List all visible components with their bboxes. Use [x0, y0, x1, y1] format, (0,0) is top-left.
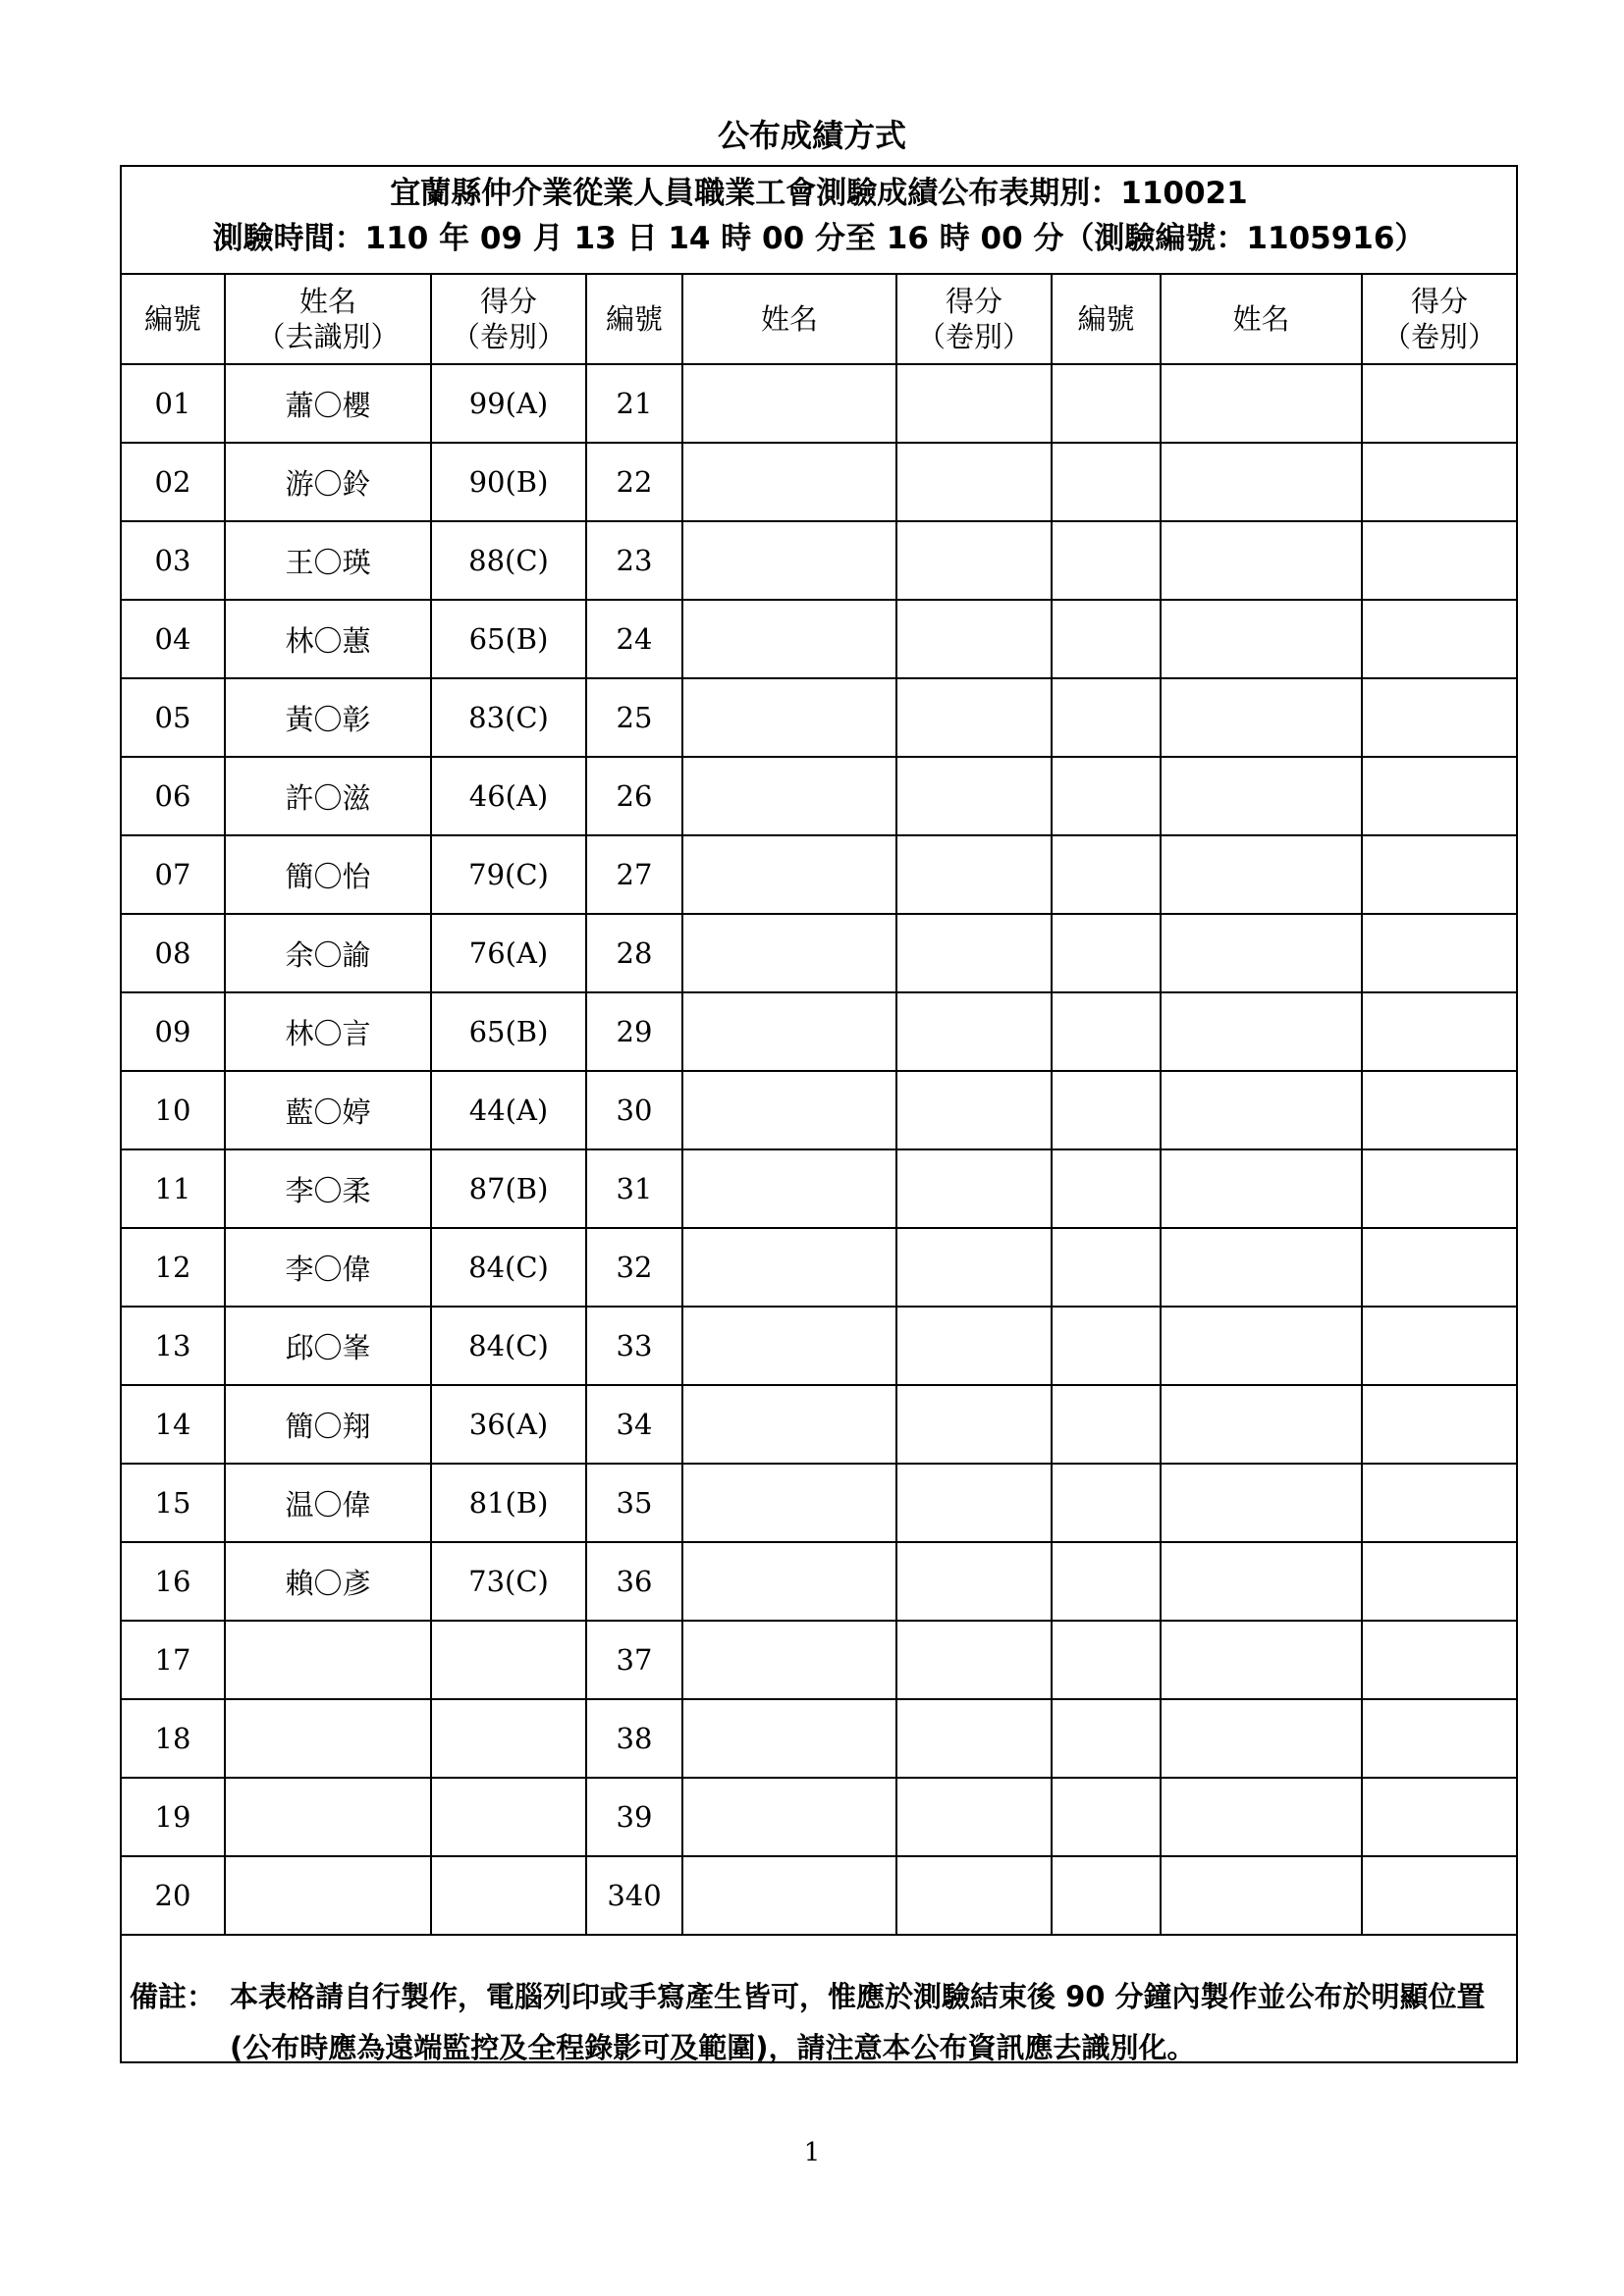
- col-number-2: 編號: [586, 274, 682, 364]
- cell-name-2: [682, 1307, 896, 1385]
- cell-score-3: [1362, 364, 1516, 443]
- cell-score: 73(C): [431, 1542, 586, 1621]
- cell-number: 15: [122, 1464, 225, 1542]
- cell-number-3: [1052, 1307, 1161, 1385]
- cell-score-3: [1362, 1071, 1516, 1149]
- table-row: [122, 1228, 1516, 1307]
- score-table-frame: [120, 165, 1518, 2063]
- table-row: [122, 1778, 1516, 1856]
- cell-number-2: 36: [586, 1542, 682, 1621]
- cell-number-3: [1052, 1385, 1161, 1464]
- cell-score: [431, 1621, 586, 1699]
- cell-number: 03: [122, 521, 225, 600]
- cell-number: 09: [122, 992, 225, 1071]
- cell-score-3: [1362, 1778, 1516, 1856]
- table-row: [122, 1307, 1516, 1385]
- table-row: [122, 1149, 1516, 1228]
- table-row: [122, 757, 1516, 835]
- cell-name: [225, 1699, 431, 1778]
- cell-name-3: [1161, 364, 1362, 443]
- cell-name-2: [682, 1856, 896, 1935]
- cell-name: 賴〇彥: [225, 1542, 431, 1621]
- cell-number-3: [1052, 600, 1161, 678]
- cell-name-3: [1161, 600, 1362, 678]
- col-score-3: [1362, 274, 1516, 364]
- cell-score-3: [1362, 1542, 1516, 1621]
- col-score-2: [896, 274, 1052, 364]
- cell-score-2: [896, 1385, 1052, 1464]
- cell-score-3: [1362, 1149, 1516, 1228]
- score-grid: [122, 273, 1516, 1936]
- cell-name-3: [1161, 1542, 1362, 1621]
- cell-name-2: [682, 992, 896, 1071]
- cell-number: 20: [122, 1856, 225, 1935]
- cell-name: 温〇偉: [225, 1464, 431, 1542]
- col-score-line2: （卷別）: [451, 320, 566, 353]
- table-row: [122, 1699, 1516, 1778]
- cell-name-2: [682, 1621, 896, 1699]
- cell-name-3: [1161, 1699, 1362, 1778]
- cell-number: 01: [122, 364, 225, 443]
- cell-score: 65(B): [431, 600, 586, 678]
- cell-name-2: [682, 1149, 896, 1228]
- cell-name-2: [682, 364, 896, 443]
- cell-score-2: [896, 914, 1052, 992]
- col-name-2: 姓名: [682, 274, 896, 364]
- cell-number-2: 28: [586, 914, 682, 992]
- cell-score-3: [1362, 1856, 1516, 1935]
- cell-name-2: [682, 1228, 896, 1307]
- remarks-text: 本表格請自行製作，電腦列印或手寫產生皆可，惟應於測驗結束後 90 分鐘內製作並公布於明顯位置(公布時應為遠端監控及全程錄影可及範圍)，請注意本公布資訊應去識別化。: [230, 1980, 1486, 2064]
- cell-score-2: [896, 521, 1052, 600]
- table-row: [122, 914, 1516, 992]
- table-header: [122, 167, 1516, 275]
- cell-number-3: [1052, 1621, 1161, 1699]
- cell-score-2: [896, 1856, 1052, 1935]
- cell-name: [225, 1778, 431, 1856]
- cell-name-3: [1161, 1228, 1362, 1307]
- col-score-2-line1: 得分: [945, 285, 1002, 318]
- cell-number: 19: [122, 1778, 225, 1856]
- cell-name-3: [1161, 678, 1362, 757]
- cell-number: 07: [122, 835, 225, 914]
- col-name-line1: 姓名: [298, 285, 356, 318]
- cell-number-2: 26: [586, 757, 682, 835]
- cell-number: 08: [122, 914, 225, 992]
- cell-number-3: [1052, 1856, 1161, 1935]
- cell-number: 14: [122, 1385, 225, 1464]
- cell-number-3: [1052, 443, 1161, 521]
- col-name-line2: （去識別）: [256, 320, 400, 353]
- remarks: [122, 1961, 1516, 2073]
- cell-name-3: [1161, 757, 1362, 835]
- cell-number-3: [1052, 521, 1161, 600]
- col-score-3-line1: 得分: [1410, 285, 1468, 318]
- cell-score: 76(A): [431, 914, 586, 992]
- cell-score: 36(A): [431, 1385, 586, 1464]
- cell-number-2: 37: [586, 1621, 682, 1699]
- cell-score: 90(B): [431, 443, 586, 521]
- cell-name-2: [682, 1699, 896, 1778]
- cell-number: 02: [122, 443, 225, 521]
- cell-score: 84(C): [431, 1307, 586, 1385]
- cell-name-2: [682, 521, 896, 600]
- cell-number-3: [1052, 992, 1161, 1071]
- col-score-line1: 得分: [479, 285, 537, 318]
- table-row: [122, 1856, 1516, 1935]
- cell-name-2: [682, 757, 896, 835]
- cell-score-2: [896, 1307, 1052, 1385]
- cell-name-2: [682, 1778, 896, 1856]
- cell-score: [431, 1778, 586, 1856]
- table-row: [122, 1385, 1516, 1464]
- cell-number-3: [1052, 1778, 1161, 1856]
- cell-number: 04: [122, 600, 225, 678]
- cell-name: 藍〇婷: [225, 1071, 431, 1149]
- cell-score: 88(C): [431, 521, 586, 600]
- col-score: [431, 274, 586, 364]
- cell-name-2: [682, 678, 896, 757]
- cell-score: 65(B): [431, 992, 586, 1071]
- col-name: [225, 274, 431, 364]
- cell-score-2: [896, 1542, 1052, 1621]
- cell-name-3: [1161, 1071, 1362, 1149]
- cell-name-2: [682, 600, 896, 678]
- cell-name: 林〇言: [225, 992, 431, 1071]
- cell-score: 81(B): [431, 1464, 586, 1542]
- cell-number-3: [1052, 364, 1161, 443]
- cell-number: 16: [122, 1542, 225, 1621]
- cell-score-2: [896, 600, 1052, 678]
- cell-score: 87(B): [431, 1149, 586, 1228]
- cell-score-2: [896, 364, 1052, 443]
- cell-number-2: 31: [586, 1149, 682, 1228]
- cell-score: 79(C): [431, 835, 586, 914]
- table-row: [122, 992, 1516, 1071]
- cell-number: 11: [122, 1149, 225, 1228]
- table-row: [122, 678, 1516, 757]
- col-number-3: 編號: [1052, 274, 1161, 364]
- cell-name-3: [1161, 443, 1362, 521]
- cell-score-3: [1362, 1307, 1516, 1385]
- cell-number-2: 27: [586, 835, 682, 914]
- cell-score-2: [896, 1778, 1052, 1856]
- cell-name: [225, 1621, 431, 1699]
- remarks-label: 備註：: [130, 1980, 216, 2013]
- cell-name-2: [682, 1542, 896, 1621]
- cell-name-3: [1161, 1856, 1362, 1935]
- cell-score-3: [1362, 1699, 1516, 1778]
- cell-score-3: [1362, 835, 1516, 914]
- cell-score-2: [896, 1699, 1052, 1778]
- cell-score: 99(A): [431, 364, 586, 443]
- cell-score-3: [1362, 914, 1516, 992]
- cell-score-2: [896, 1071, 1052, 1149]
- cell-number-2: 33: [586, 1307, 682, 1385]
- cell-number-3: [1052, 678, 1161, 757]
- cell-name-2: [682, 835, 896, 914]
- table-row: [122, 1542, 1516, 1621]
- cell-score-2: [896, 992, 1052, 1071]
- cell-score-3: [1362, 1385, 1516, 1464]
- cell-score-2: [896, 678, 1052, 757]
- cell-number-3: [1052, 914, 1161, 992]
- col-score-2-line2: （卷別）: [916, 320, 1031, 353]
- cell-number-3: [1052, 1464, 1161, 1542]
- cell-score: 46(A): [431, 757, 586, 835]
- cell-name-3: [1161, 1307, 1362, 1385]
- table-row: [122, 443, 1516, 521]
- cell-number-2: 32: [586, 1228, 682, 1307]
- document-title: 公布成績方式: [717, 117, 906, 154]
- cell-number-2: 21: [586, 364, 682, 443]
- cell-number-2: 35: [586, 1464, 682, 1542]
- cell-number-2: 29: [586, 992, 682, 1071]
- col-number: 編號: [122, 274, 225, 364]
- cell-name-3: [1161, 1385, 1362, 1464]
- cell-score-2: [896, 1228, 1052, 1307]
- cell-name-2: [682, 1464, 896, 1542]
- cell-name: 簡〇翔: [225, 1385, 431, 1464]
- cell-number-2: 34: [586, 1385, 682, 1464]
- cell-name-3: [1161, 1149, 1362, 1228]
- cell-name-3: [1161, 1621, 1362, 1699]
- cell-name-3: [1161, 1778, 1362, 1856]
- cell-name-2: [682, 1385, 896, 1464]
- cell-name: 王〇瑛: [225, 521, 431, 600]
- table-row: [122, 364, 1516, 443]
- cell-number-3: [1052, 757, 1161, 835]
- table-row: [122, 1464, 1516, 1542]
- cell-number: 12: [122, 1228, 225, 1307]
- cell-name-3: [1161, 914, 1362, 992]
- cell-name-2: [682, 1071, 896, 1149]
- col-score-3-line2: （卷別）: [1381, 320, 1496, 353]
- column-header-row: [122, 274, 1516, 364]
- cell-number-2: 25: [586, 678, 682, 757]
- page-number: 1: [803, 2138, 821, 2167]
- table-row: [122, 1621, 1516, 1699]
- cell-name-3: [1161, 1464, 1362, 1542]
- cell-number: 10: [122, 1071, 225, 1149]
- cell-score-3: [1362, 1228, 1516, 1307]
- table-row: [122, 835, 1516, 914]
- cell-name-2: [682, 443, 896, 521]
- cell-score: [431, 1856, 586, 1935]
- cell-score-2: [896, 443, 1052, 521]
- cell-name-2: [682, 914, 896, 992]
- cell-score-3: [1362, 992, 1516, 1071]
- col-name-3: 姓名: [1161, 274, 1362, 364]
- cell-score-2: [896, 1621, 1052, 1699]
- cell-score-3: [1362, 757, 1516, 835]
- cell-number-2: 340: [586, 1856, 682, 1935]
- cell-number-2: 22: [586, 443, 682, 521]
- cell-number-3: [1052, 1071, 1161, 1149]
- cell-name-3: [1161, 835, 1362, 914]
- cell-number: 06: [122, 757, 225, 835]
- cell-name-3: [1161, 521, 1362, 600]
- cell-name: 蕭〇櫻: [225, 364, 431, 443]
- cell-name: 許〇滋: [225, 757, 431, 835]
- cell-score: 84(C): [431, 1228, 586, 1307]
- header-line-2: 測驗時間：110 年 09 月 13 日 14 時 00 分至 16 時 00 分（測驗編號：1105916）: [212, 221, 1426, 256]
- cell-name: 簡〇怡: [225, 835, 431, 914]
- cell-number: 18: [122, 1699, 225, 1778]
- cell-number-3: [1052, 1699, 1161, 1778]
- cell-score-3: [1362, 1621, 1516, 1699]
- cell-name: 林〇蕙: [225, 600, 431, 678]
- cell-score-2: [896, 1464, 1052, 1542]
- cell-name: 李〇柔: [225, 1149, 431, 1228]
- cell-score: [431, 1699, 586, 1778]
- cell-score-3: [1362, 521, 1516, 600]
- cell-number: 13: [122, 1307, 225, 1385]
- cell-score-3: [1362, 600, 1516, 678]
- header-line-1: 宜蘭縣仲介業從業人員職業工會測驗成績公布表期別：110021: [390, 176, 1248, 211]
- cell-number-2: 23: [586, 521, 682, 600]
- table-row: [122, 1071, 1516, 1149]
- cell-number-3: [1052, 835, 1161, 914]
- cell-score-2: [896, 757, 1052, 835]
- cell-score-3: [1362, 443, 1516, 521]
- cell-number-3: [1052, 1149, 1161, 1228]
- cell-number-2: 38: [586, 1699, 682, 1778]
- cell-score: 83(C): [431, 678, 586, 757]
- cell-number-3: [1052, 1228, 1161, 1307]
- cell-number: 05: [122, 678, 225, 757]
- cell-number-3: [1052, 1542, 1161, 1621]
- cell-score-2: [896, 1149, 1052, 1228]
- cell-score-2: [896, 835, 1052, 914]
- cell-score: 44(A): [431, 1071, 586, 1149]
- cell-name: 黃〇彰: [225, 678, 431, 757]
- table-row: [122, 521, 1516, 600]
- cell-score-3: [1362, 678, 1516, 757]
- cell-number-2: 24: [586, 600, 682, 678]
- cell-name: 邱〇峯: [225, 1307, 431, 1385]
- cell-name-3: [1161, 992, 1362, 1071]
- cell-name: [225, 1856, 431, 1935]
- cell-name: 余〇諭: [225, 914, 431, 992]
- cell-number-2: 30: [586, 1071, 682, 1149]
- cell-name: 李〇偉: [225, 1228, 431, 1307]
- table-row: [122, 600, 1516, 678]
- cell-name: 游〇鈴: [225, 443, 431, 521]
- cell-number: 17: [122, 1621, 225, 1699]
- cell-number-2: 39: [586, 1778, 682, 1856]
- cell-score-3: [1362, 1464, 1516, 1542]
